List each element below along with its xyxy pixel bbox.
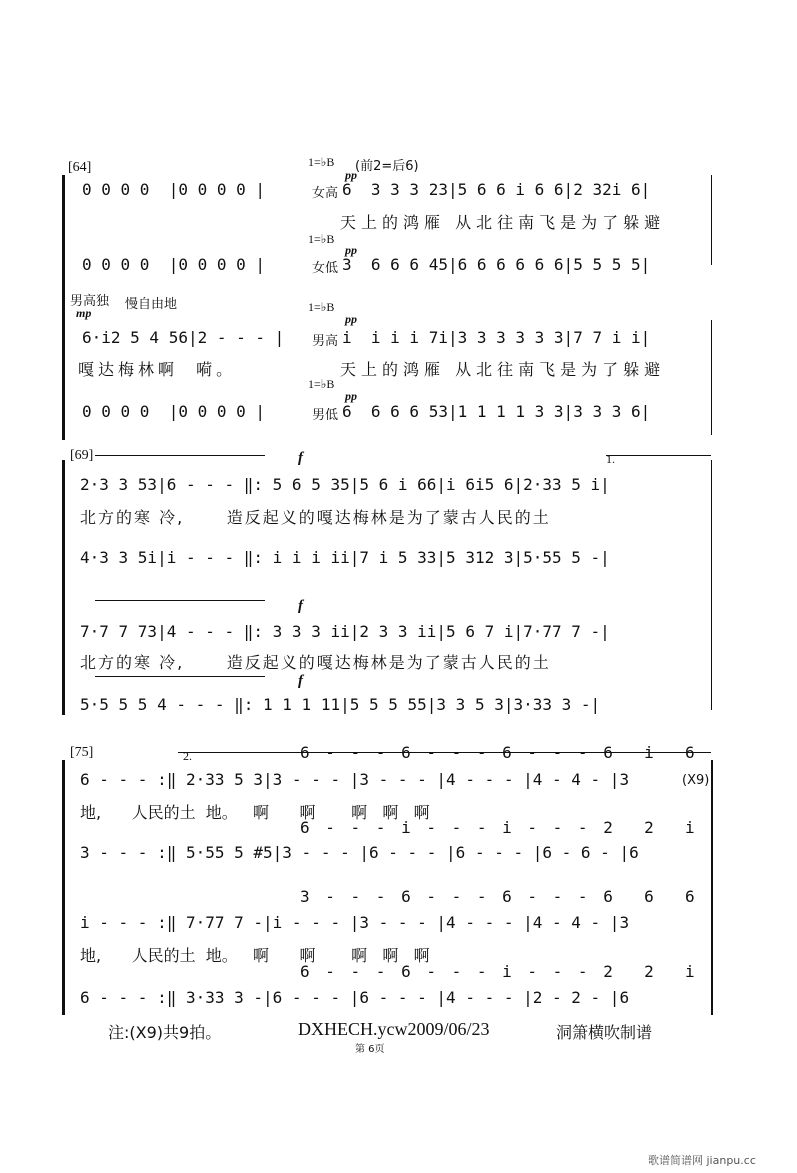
solo-tempo: 慢自由地 bbox=[125, 297, 178, 312]
dynamic-mp: mp bbox=[76, 306, 92, 320]
lyric-line: 天上的鸿雁 从北往南飞是为了躲避 bbox=[340, 213, 666, 232]
key-signature: 1=♭B bbox=[308, 155, 335, 169]
dynamic-pp: pp bbox=[345, 243, 357, 257]
barline-end bbox=[711, 460, 712, 710]
lyric-line: 天上的鸿雁 从北往南飞是为了躲避 bbox=[340, 360, 666, 379]
tempo-note: (前2=后6) bbox=[355, 159, 419, 174]
footnote: 注:(X9)共9拍。 bbox=[108, 1023, 222, 1042]
dynamic-f: f bbox=[298, 673, 303, 689]
lyric-line: 北方的寒 冷, 造反起义的嘎达梅林是为了蒙古人民的土 bbox=[80, 508, 551, 527]
soprano-notes: 2·3 3 53|6 - - - ‖: 5 6 5 35|5 6 i 66|i 6i5 6|2·33 5 i| bbox=[80, 475, 610, 494]
key-signature: 1=♭B bbox=[308, 377, 335, 391]
barline-final bbox=[711, 760, 713, 1015]
soprano-label: 女高 bbox=[312, 186, 339, 201]
key-signature: 1=♭B bbox=[308, 300, 335, 314]
alto-notes: 4·3 3 5i|i - - - ‖: i i i ii|7 i 5 33|5 312 3|5·55 5 -| bbox=[80, 548, 610, 567]
measure-number: [64] bbox=[68, 160, 92, 175]
bass-notes: 6 - - - :‖ 3·33 3 -|6 - - - |6 - - - |4 - - - |2 - 2 - |6 bbox=[80, 988, 630, 1007]
alto-label: 女低 bbox=[312, 261, 339, 276]
alto-notes: 3 6 6 6 45|6 6 6 6 6 6|5 5 5 5| bbox=[342, 255, 651, 274]
bass-notes: 5·5 5 5 4 - - - ‖: 1 1 1 11|5 5 5 55|3 3 5 3|3·33 3 -| bbox=[80, 695, 601, 714]
measure-number: [75] bbox=[70, 745, 94, 760]
system-bracket-3 bbox=[62, 760, 65, 1015]
key-signature: 1=♭B bbox=[308, 232, 335, 246]
dynamic-pp: pp bbox=[345, 389, 357, 403]
alto-upper-notes: 6 - - - i - - - i - - - 2 2 i bbox=[300, 818, 695, 837]
bass-upper-notes: 6 - - - 6 - - - i - - - 2 2 i bbox=[300, 962, 695, 981]
tenor-notes: i i i i 7i|3 3 3 3 3 3|7 7 i i| bbox=[342, 328, 651, 347]
dynamic-pp: pp bbox=[345, 312, 357, 326]
barline-end bbox=[711, 175, 712, 265]
system-bracket-2 bbox=[62, 460, 65, 715]
volta-bracket bbox=[606, 455, 711, 456]
barline-end bbox=[711, 320, 712, 435]
lyric-line: 北方的寒 冷, 造反起义的嘎达梅林是为了蒙古人民的土 bbox=[80, 653, 551, 672]
beat-count: (X9) bbox=[682, 773, 710, 788]
slur-line bbox=[95, 600, 265, 601]
slur-line bbox=[95, 676, 265, 677]
tenor-notes: 7·7 7 73|4 - - - ‖: 3 3 3 ii|2 3 3 ii|5 6 7 i|7·77 7 -| bbox=[80, 622, 610, 641]
solo-lyric: 嘎达梅林啊 嗬。 bbox=[78, 360, 237, 379]
tenor-upper-notes: 3 - - - 6 - - - 6 - - - 6 6 6 bbox=[300, 887, 695, 906]
soprano-upper-notes: 6 - - - 6 - - - 6 - - - 6 i 6 bbox=[300, 743, 695, 762]
system-bracket-1 bbox=[62, 175, 65, 440]
soprano-notes: 6 3 3 3 23|5 6 6 i 6 6|2 32i 6| bbox=[342, 180, 651, 199]
slur-line bbox=[95, 455, 265, 456]
transcriber-id: DXHECH.ycw2009/06/23 bbox=[298, 1019, 490, 1039]
measure-number: [69] bbox=[70, 448, 94, 463]
bass-notes: 6 6 6 6 53|1 1 1 1 3 3|3 3 3 6| bbox=[342, 402, 651, 421]
soprano-rest-line: 0 0 0 0 |0 0 0 0 | bbox=[82, 180, 266, 199]
alto-notes: 3 - - - :‖ 5·55 5 #5|3 - - - |6 - - - |6 - - - |6 - 6 - |6 bbox=[80, 843, 639, 862]
credit: 洞箫横吹制谱 bbox=[556, 1023, 653, 1042]
soprano-notes: 6 - - - :‖ 2·33 5 3|3 - - - |3 - - - |4 - - - |4 - 4 - |3 bbox=[80, 770, 630, 789]
volta-2: 2. bbox=[183, 749, 192, 763]
tenor-notes: i - - - :‖ 7·77 7 -|i - - - |3 - - - |4 - - - |4 - 4 - |3 bbox=[80, 913, 630, 932]
solo-label: 男高独 bbox=[70, 294, 110, 309]
bass-rest-line: 0 0 0 0 |0 0 0 0 | bbox=[82, 402, 266, 421]
tenor-solo-notes: 6·i2 5 4 56|2 - - - | bbox=[82, 328, 285, 347]
page-number: 第 6页 bbox=[355, 1044, 385, 1055]
volta-1: 1. bbox=[606, 452, 615, 466]
dynamic-f: f bbox=[298, 598, 303, 614]
lyric-line: 地, 人民的土 地。 啊 啊 啊 啊 啊 bbox=[80, 803, 430, 822]
dynamic-pp: pp bbox=[345, 168, 357, 182]
tenor-label: 男高 bbox=[312, 334, 339, 349]
lyric-line: 地, 人民的土 地。 啊 啊 啊 啊 啊 bbox=[80, 946, 430, 965]
dynamic-f: f bbox=[298, 450, 303, 466]
alto-rest-line: 0 0 0 0 |0 0 0 0 | bbox=[82, 255, 266, 274]
bass-label: 男低 bbox=[312, 408, 339, 423]
watermark: 歌谱简谱网 jianpu.cc bbox=[648, 1154, 756, 1167]
